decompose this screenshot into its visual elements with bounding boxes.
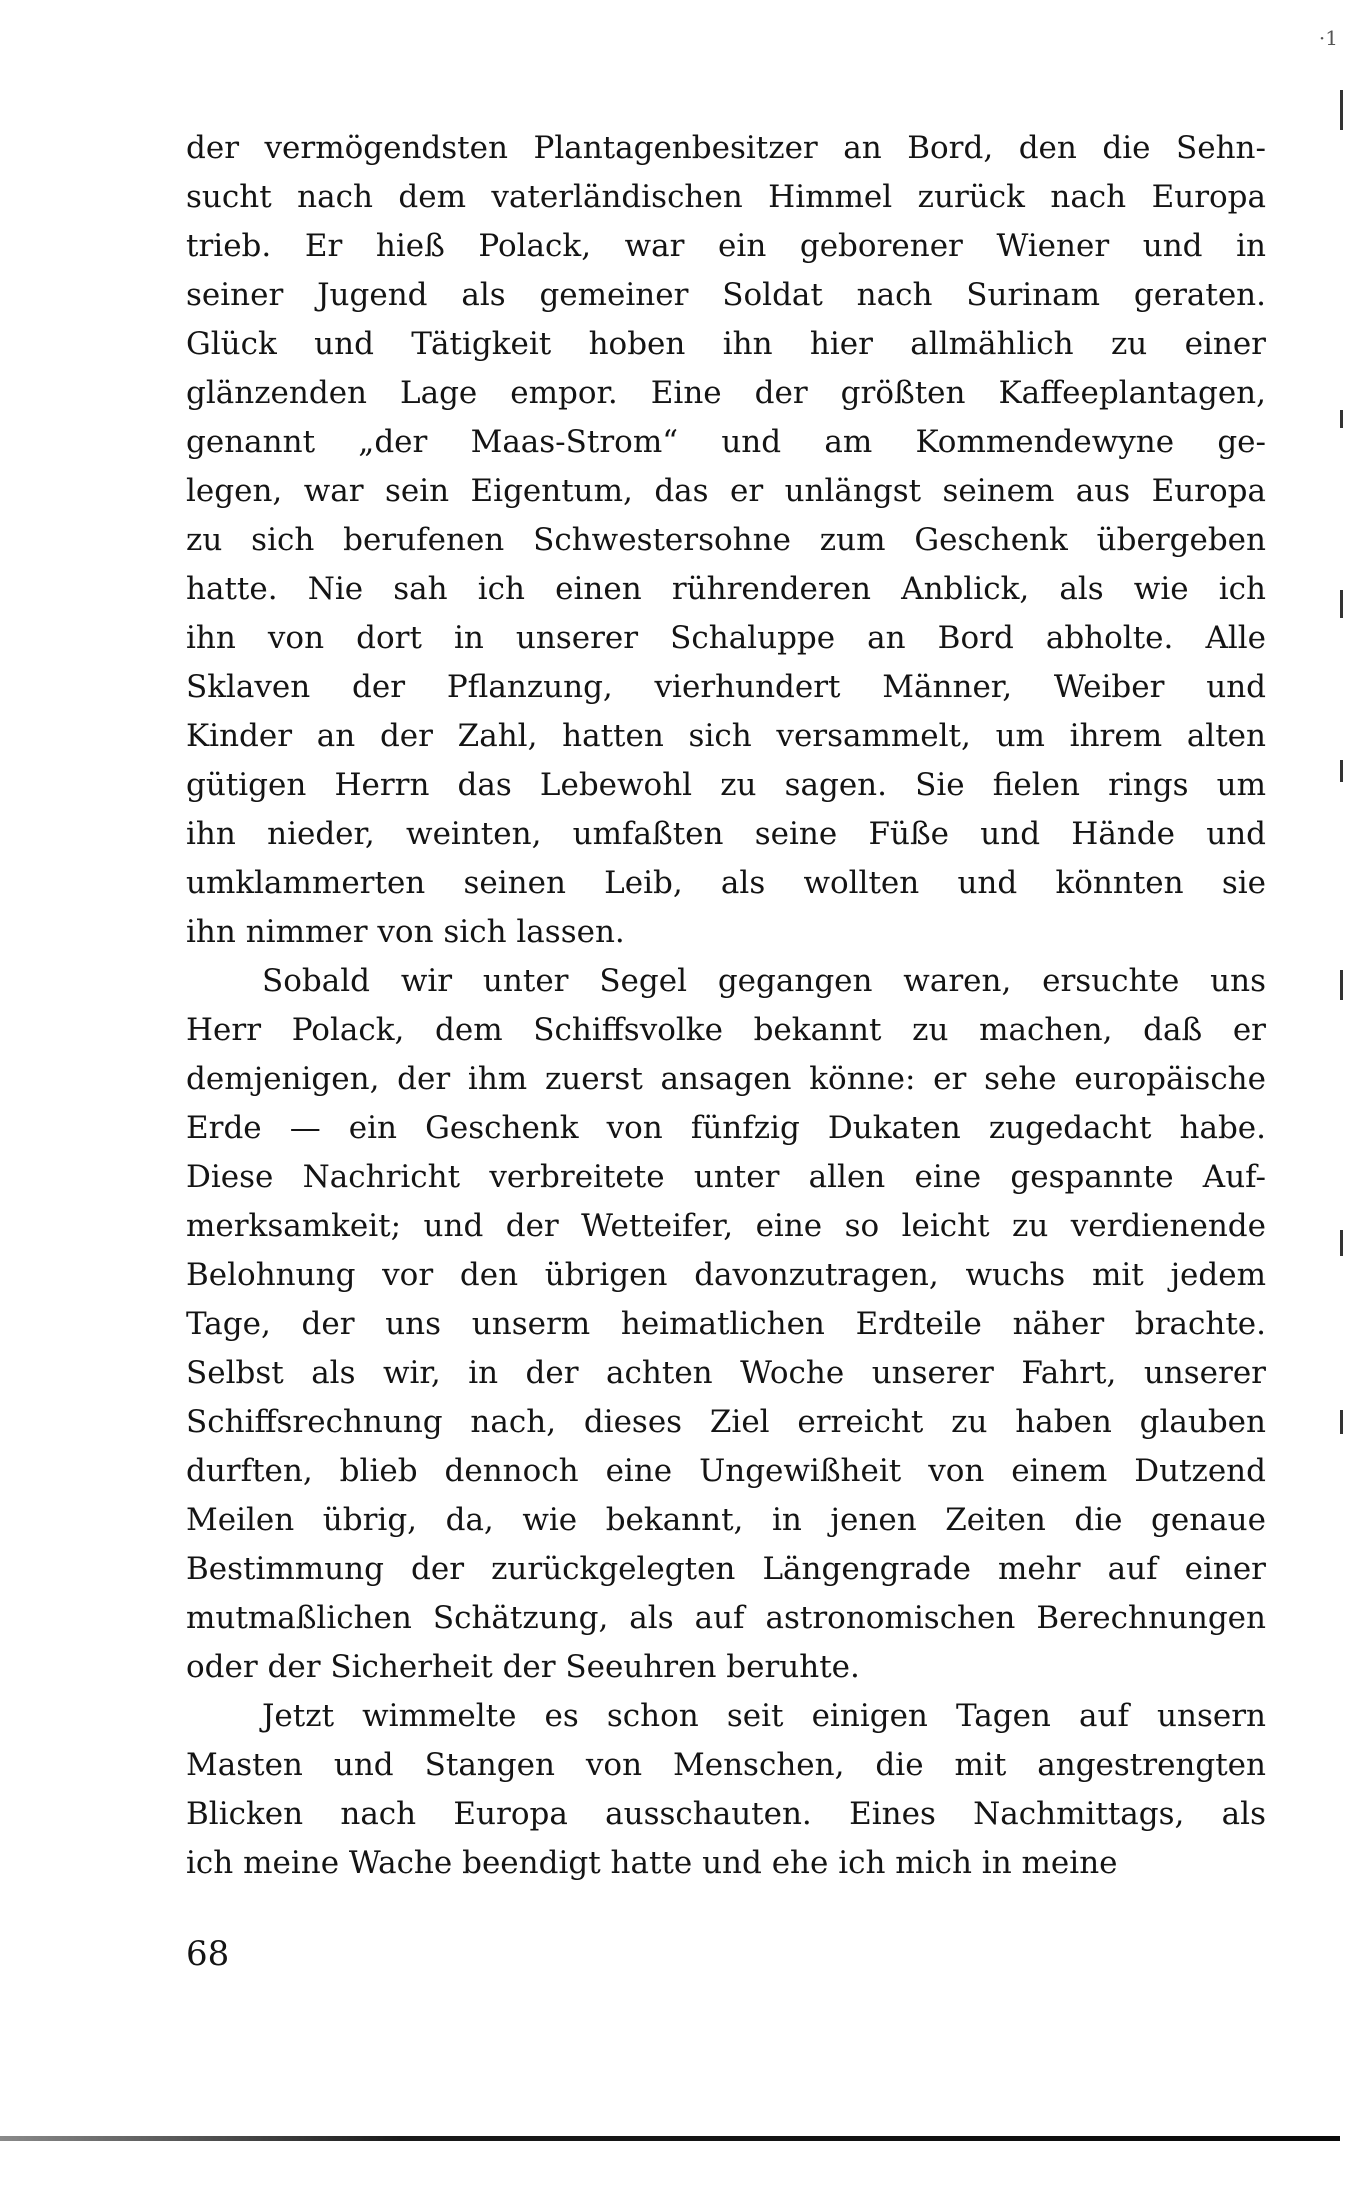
text-line: Meilen übrig, da, wie bekannt, in jenen Zeiten die genaue [186,1502,1266,1538]
text-line: genannt „der Maas-Strom“ und am Kommendewyne ge- [186,424,1266,460]
text-line: Schiffsrechnung nach, dieses Ziel erreicht zu haben glauben [186,1404,1266,1440]
text-line: umklammerten seinen Leib, als wollten und könnten sie [186,865,1266,901]
text-line: ihn von dort in unserer Schaluppe an Bord abholte. Alle [186,620,1266,656]
text-line: ihn nieder, weinten, umfaßten seine Füße und Hände und [186,816,1266,852]
text-line: mutmaßlichen Schätzung, als auf astronomischen Berechnungen [186,1600,1266,1636]
text-line: zu sich berufenen Schwestersohne zum Geschenk übergeben [186,522,1266,558]
text-line: durften, blieb dennoch eine Ungewißheit von einem Dutzend [186,1453,1266,1489]
text-line: Herr Polack, dem Schiffsvolke bekannt zu machen, daß er [186,1012,1266,1048]
text-line: Erde — ein Geschenk von fünfzig Dukaten zugedacht habe. [186,1110,1266,1146]
text-line: seiner Jugend als gemeiner Soldat nach Surinam geraten. [186,277,1266,313]
paragraph [186,957,1266,1692]
text-line: Masten und Stangen von Menschen, die mit angestrengten [186,1747,1266,1783]
paragraph [186,124,1266,957]
text-line: Blicken nach Europa ausschauten. Eines Nachmittags, als [186,1796,1266,1832]
text-line: der vermögendsten Plantagenbesitzer an Bord, den die Sehn- [186,130,1266,166]
text-line: ihn nimmer von sich lassen. [186,914,625,950]
text-line: Diese Nachricht verbreitete unter allen eine gespannte Auf- [186,1159,1266,1195]
margin-specks [1340,70,1360,1470]
text-line: glänzenden Lage empor. Eine der größten Kaffeeplantagen, [186,375,1266,411]
text-line: oder der Sicherheit der Seeuhren beruhte. [186,1649,860,1685]
corner-mark: ·1 [1318,26,1338,50]
page-number: 68 [186,1934,230,1974]
text-line: legen, war sein Eigentum, das er unlängst seinem aus Europa [186,473,1266,509]
text-line: merksamkeit; und der Wetteifer, eine so leicht zu verdienende [186,1208,1266,1244]
paragraph [186,1692,1266,1888]
text-line: Belohnung vor den übrigen davonzutragen, wuchs mit jedem [186,1257,1266,1293]
text-line: trieb. Er hieß Polack, war ein geborener Wiener und in [186,228,1266,264]
text-line: Jetzt wimmelte es schon seit einigen Tagen auf unsern [262,1698,1266,1734]
text-line: gütigen Herrn das Lebewohl zu sagen. Sie fielen rings um [186,767,1266,803]
text-line: Kinder an der Zahl, hatten sich versammelt, um ihrem alten [186,718,1266,754]
text-line: sucht nach dem vaterländischen Himmel zurück nach Europa [186,179,1266,215]
text-line: Bestimmung der zurückgelegten Längengrade mehr auf einer [186,1551,1266,1587]
bottom-rule [0,2136,1340,2141]
text-line: hatte. Nie sah ich einen rührenderen Anblick, als wie ich [186,571,1266,607]
body-text [186,124,1266,1888]
text-line: Glück und Tätigkeit hoben ihn hier allmählich zu einer [186,326,1266,362]
text-line: Selbst als wir, in der achten Woche unserer Fahrt, unserer [186,1355,1266,1391]
text-line: Sobald wir unter Segel gegangen waren, ersuchte uns [262,963,1266,999]
text-line: Sklaven der Pflanzung, vierhundert Männer, Weiber und [186,669,1266,705]
text-line: demjenigen, der ihm zuerst ansagen könne: er sehe europäische [186,1061,1266,1097]
text-line: ich meine Wache beendigt hatte und ehe ich mich in meine [186,1845,1118,1881]
text-line: Tage, der uns unserm heimatlichen Erdteile näher brachte. [186,1306,1266,1342]
